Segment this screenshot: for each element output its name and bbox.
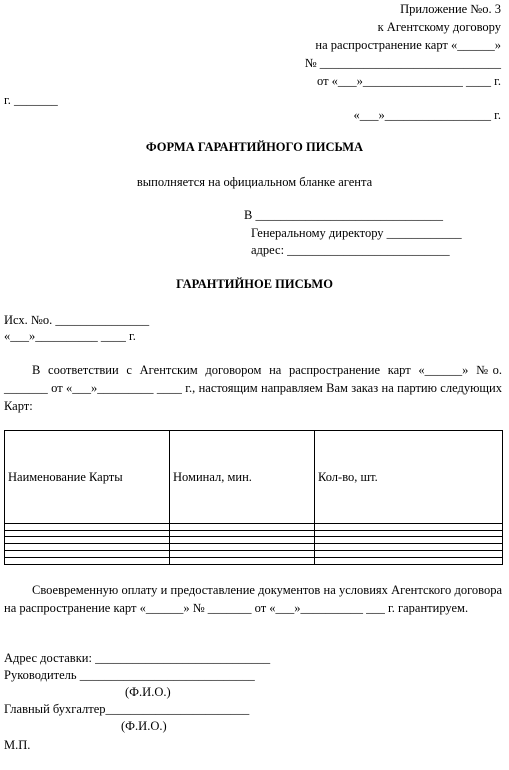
- table-header-row: [5, 431, 503, 524]
- table-row: [5, 558, 503, 565]
- col-card-name: Наименование Карты: [5, 431, 170, 524]
- col-quantity: Кол-во, шт.: [315, 431, 503, 524]
- city-field: г. _______: [4, 93, 58, 107]
- table-cell: [170, 544, 315, 551]
- date-field: «___»_________________ г.: [353, 108, 501, 122]
- accountant-fio: (Ф.И.О.): [121, 719, 167, 733]
- table-cell: [170, 551, 315, 558]
- appendix-contract-date: от «___»________________ ____ г.: [316, 74, 501, 88]
- table-cell: [315, 530, 503, 537]
- recipient-director: Генеральному директору ____________: [251, 226, 462, 240]
- table-cell: [5, 530, 170, 537]
- table-cell: [315, 537, 503, 544]
- table-cell: [5, 558, 170, 565]
- table-cell: [315, 544, 503, 551]
- table-cell: [170, 523, 315, 530]
- appendix-number: Приложение №о. 3: [400, 2, 501, 16]
- table-cell: [5, 551, 170, 558]
- table-cell: [170, 537, 315, 544]
- order-paragraph-text: В соответствии с Агентским договором на распространение карт «______» №о. _______ от «___»_________ ____ г., настоящим направляем Вам заказ на партию следующих Карт:: [4, 363, 502, 413]
- table-cell: [315, 551, 503, 558]
- table-cell: [5, 523, 170, 530]
- head-fio: (Ф.И.О.): [125, 685, 171, 699]
- table-cell: [315, 523, 503, 530]
- delivery-address: Адрес доставки: ____________________________: [4, 651, 271, 665]
- outgoing-number: Исх. №о. _______________: [4, 313, 150, 327]
- table-row: [5, 523, 503, 530]
- guarantee-paragraph: [4, 581, 502, 617]
- table-cell: [170, 530, 315, 537]
- table-row: [5, 530, 503, 537]
- stamp-place: М.П.: [4, 738, 31, 752]
- guarantee-paragraph-text: Своевременную оплату и предоставление документов на условиях Агентского договора на распространение карт «______» № _______ от «___»__________ ___ г. гарантируем.: [4, 583, 502, 615]
- table-row: [5, 544, 503, 551]
- head-signature: Руководитель ____________________________: [4, 668, 255, 682]
- cards-table: [4, 430, 503, 565]
- accountant-signature: Главный бухгалтер_______________________: [4, 702, 250, 716]
- appendix-agreement: к Агентскому договору: [377, 20, 501, 34]
- recipient-address: адрес: __________________________: [251, 243, 450, 257]
- table-row: [5, 551, 503, 558]
- appendix-subject: на распространение карт «______»: [315, 38, 501, 52]
- table-cell: [315, 558, 503, 565]
- form-note: выполняется на официальном бланке агента: [136, 175, 373, 189]
- order-paragraph: [4, 361, 502, 415]
- col-nominal: Номинал, мин.: [170, 431, 315, 524]
- appendix-contract-number: № _____________________________: [304, 56, 501, 70]
- table-cell: [5, 537, 170, 544]
- table-cell: [5, 544, 170, 551]
- table-cell: [170, 558, 315, 565]
- form-title: ФОРМА ГАРАНТИЙНОГО ПИСЬМА: [145, 140, 364, 154]
- table-row: [5, 537, 503, 544]
- recipient-to: В ______________________________: [244, 208, 443, 222]
- outgoing-date: «___»__________ ____ г.: [4, 329, 136, 343]
- letter-title: ГАРАНТИЙНОЕ ПИСЬМО: [176, 277, 333, 291]
